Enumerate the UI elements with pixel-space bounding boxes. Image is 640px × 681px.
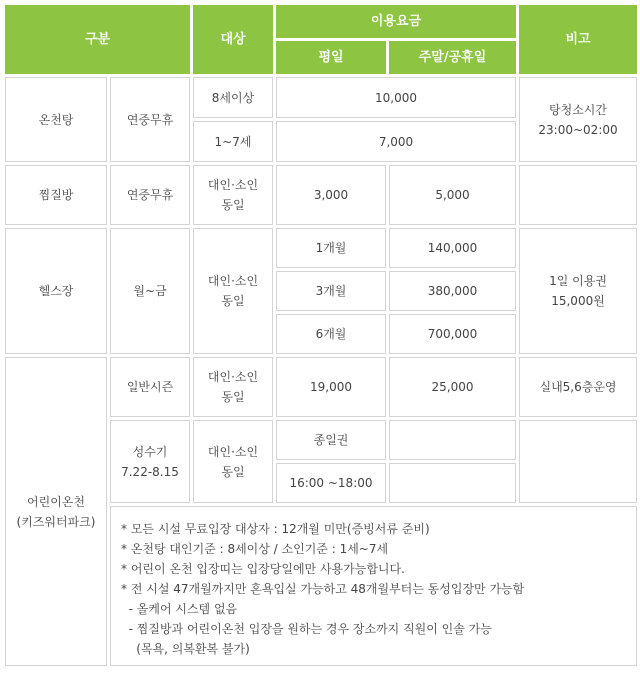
gym-schedule: 월~금 [110,228,190,354]
sauna-remark [519,165,637,225]
kids-peak-target-line2: 동일 [221,464,245,479]
gym-plan-price: 140,000 [389,228,516,268]
kids-normal-remark: 실내5,6층운영 [519,357,637,417]
header-remarks: 비고 [519,5,637,74]
kids-peak-fee-allday [389,420,516,460]
gym-target-line1: 대인·소인 [207,274,259,288]
kids-normal-weekday: 19,000 [276,357,386,417]
note-line: * 모든 시설 무료입장 대상자 : 12개월 미만(증빙서류 준비) [121,522,430,536]
spa-fee-adult: 10,000 [276,77,516,118]
note-line: * 어린이 온천 입장띠는 입장당일에만 사용가능합니다. [121,562,405,576]
kids-peak-target-line1: 대인·소인 [207,444,259,459]
table-row [5,165,637,225]
sauna-weekday: 3,000 [276,165,386,225]
gym-plan-price: 380,000 [389,271,516,311]
gym-name: 헬스장 [5,228,107,354]
note-line: * 전 시설 47개월까지만 혼욕입실 가능하고 48개월부터는 동성입장만 가능함 [121,582,525,596]
spa-remark-line1: 탕청소시간 [549,102,607,117]
notes-cell [110,506,637,666]
kids-normal-weekend: 25,000 [389,357,516,417]
kids-normal-target-line1: 대인·소인 [207,370,259,384]
kids-normal-target-line2: 동일 [221,390,245,404]
header-target: 대상 [193,5,273,74]
gym-remark-line2: 15,000원 [551,294,605,308]
kids-normal-target [193,357,273,417]
sauna-schedule: 연중무휴 [110,165,190,225]
header-category: 구분 [5,5,190,74]
gym-remark-line1: 1일 이용권 [549,274,607,288]
kids-peak-ticket-allday: 종일권 [276,420,386,460]
gym-plan-price: 700,000 [389,314,516,354]
kids-name-line1: 어린이온천 [27,494,85,509]
spa-remark [519,77,637,162]
kids-peak-season [110,420,190,503]
header-row [5,5,637,38]
header-fee: 이용요금 [276,5,516,38]
gym-remark [519,228,637,354]
kids-peak-ticket-evening: 16:00 ~18:00 [276,463,386,503]
kids-peak-remark [519,420,637,503]
table-row [5,77,637,118]
gym-plan-period: 1개월 [276,228,386,268]
note-line: - 올케어 시스템 없음 [121,602,238,616]
spa-fee-child: 7,000 [276,121,516,162]
spa-schedule: 연중무휴 [110,77,190,162]
spa-target-adult: 8세이상 [193,77,273,118]
gym-target-line2: 동일 [221,294,245,308]
sauna-target-line1: 대인·소인 [207,178,259,192]
header-weekend: 주말/공휴일 [389,41,516,74]
kids-peak-line1: 성수기 [132,444,168,459]
spa-name: 온천탕 [5,77,107,162]
kids-normal-season: 일반시즌 [110,357,190,417]
sauna-target [193,165,273,225]
gym-target [193,228,273,354]
header-weekday: 평일 [276,41,386,74]
gym-plan-period: 6개월 [276,314,386,354]
kids-peak-line2: 7.22-8.15 [121,464,179,479]
note-line: * 온천탕 대인기준 : 8세이상 / 소인기준 : 1세~7세 [121,542,389,556]
kids-peak-fee-evening [389,463,516,503]
sauna-name: 찜질방 [5,165,107,225]
kids-peak-target [193,420,273,503]
note-line: (목욕, 의복환복 불가) [121,642,250,656]
sauna-weekend: 5,000 [389,165,516,225]
kids-name [5,357,107,666]
spa-target-child: 1~7세 [193,121,273,162]
kids-name-line2: (키즈워터파크) [16,514,96,529]
table-row [5,357,637,417]
spa-remark-line2: 23:00~02:00 [538,122,618,137]
gym-plan-period: 3개월 [276,271,386,311]
fee-table [2,2,640,669]
sauna-target-line2: 동일 [221,198,245,212]
note-line: - 찜질방과 어린이온천 입장을 원하는 경우 장소까지 직원이 인솔 가능 [121,622,492,636]
table-row [5,228,637,268]
